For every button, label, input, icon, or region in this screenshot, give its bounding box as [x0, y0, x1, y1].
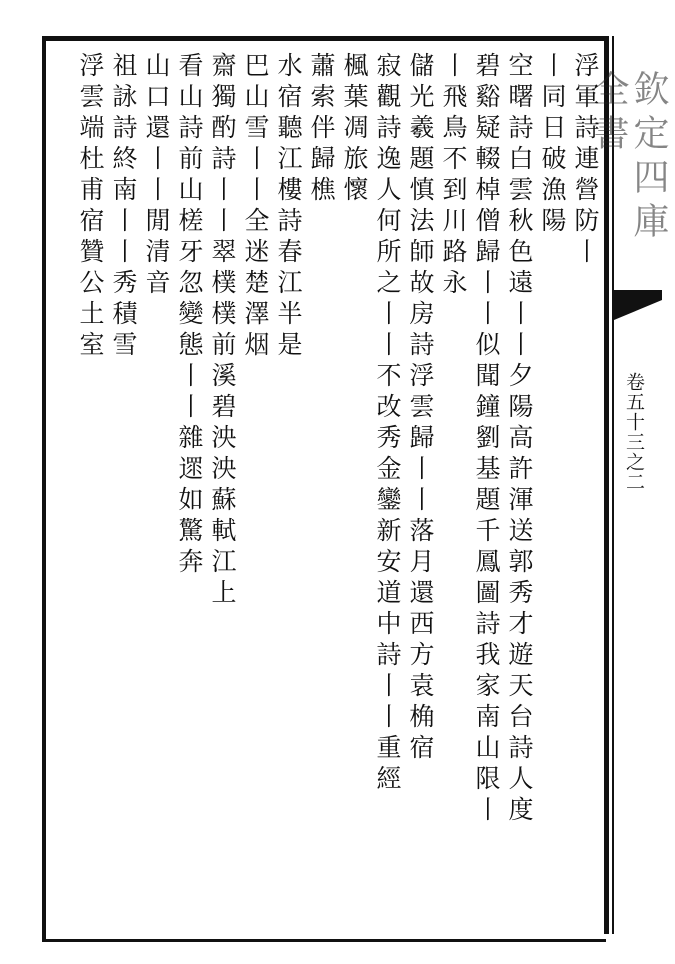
text-column: 碧谿疑輟棹僧歸丨丨似聞鐘劉基題千鳳圖詩我家南山限丨 [472, 52, 501, 827]
text-column: 儲光羲題慎法師故房詩浮雲歸丨丨落月還西方袁桷宿 [406, 52, 435, 765]
text-column: 看山詩前山槎牙忽變態丨丨雜遝如驚奔 [175, 52, 204, 579]
text-column: 山口還丨丨閒清音 [142, 52, 171, 300]
text-column: 祖詠詩終南丨丨秀積雪 [109, 52, 138, 362]
fishtail-mark [614, 290, 662, 320]
center-fold-rule-thin [612, 36, 614, 934]
text-column: 水宿聽江樓詩春江半是 [274, 52, 303, 362]
text-column: 齋獨酌詩丨丨翠樸樸前溪碧泱泱蘇軾江上 [208, 52, 237, 610]
text-column: 空曙詩白雲秋色遠丨丨夕陽高許渾送郭秀才遊天台詩人度 [505, 52, 534, 827]
text-column: 楓葉凋旅懷 [340, 52, 369, 207]
text-column: 蕭索伴歸樵 [307, 52, 336, 207]
text-column: 浮雲端杜甫宿贊公土室 [76, 52, 105, 362]
text-column: 巴山雪丨丨全迷楚澤烟 [241, 52, 270, 362]
text-column: 寂觀詩逸人何所之丨丨不改秀金鑾新安道中詩丨丨重經 [373, 52, 402, 796]
text-column: 浮軍詩連營防丨 [571, 52, 600, 269]
text-column: 丨飛鳥不到川路永 [439, 52, 468, 300]
gutter-book-title: 欽定四庫全書 [588, 70, 669, 246]
gutter-section-label: 卷五十三之二 [623, 372, 645, 492]
text-column: 丨同日破漁陽 [538, 52, 567, 238]
